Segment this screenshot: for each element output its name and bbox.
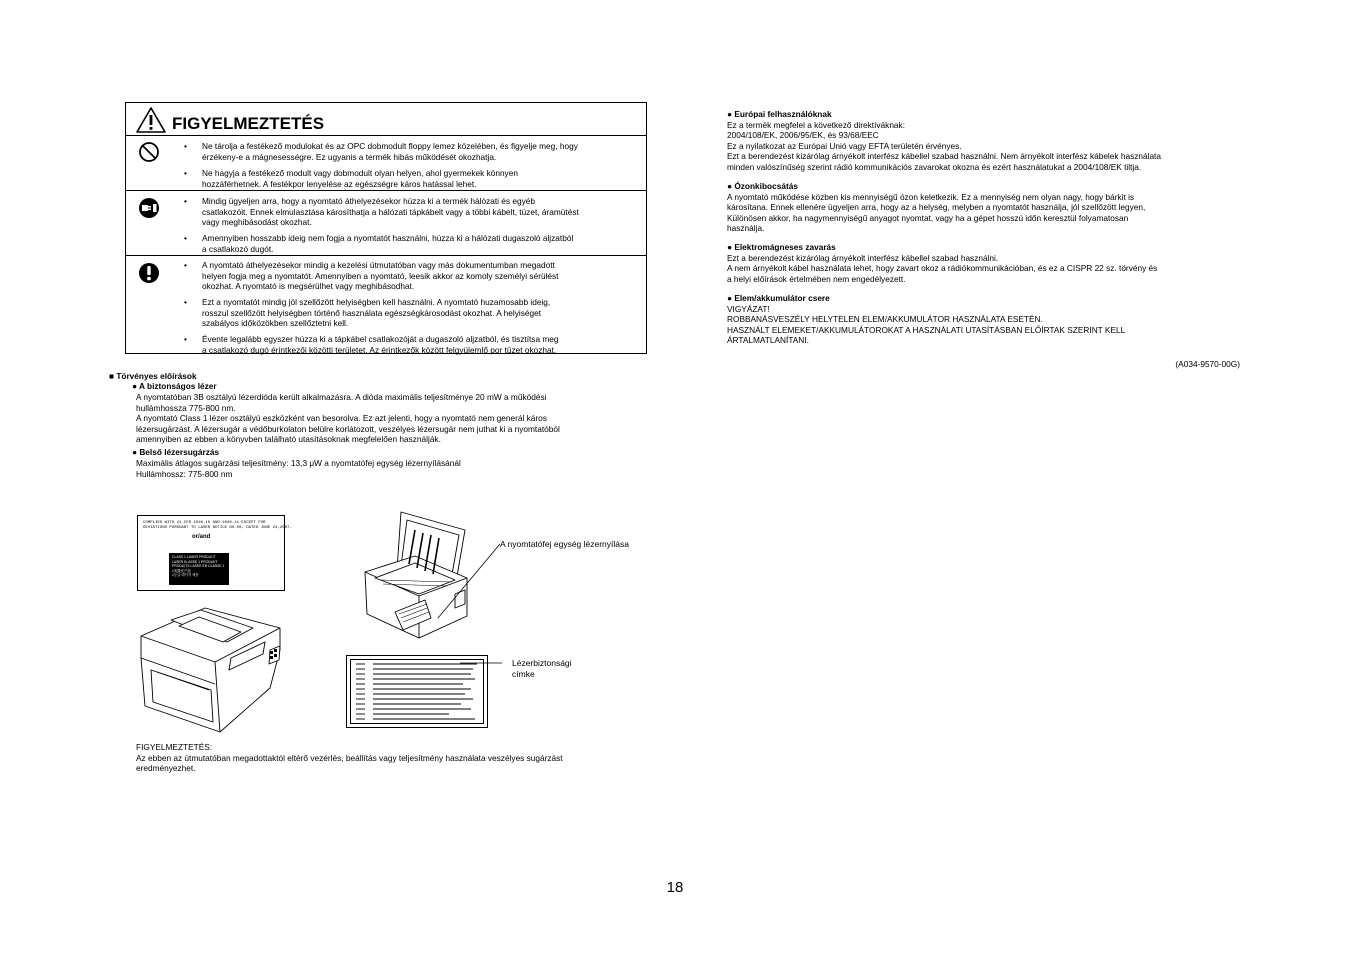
certification-label: COMPLIES WITH 21 CFR 1040.10 AND 1040.11 EXCEPT FOR DEVIATIONS PURSUANT TO LASER NOTICE NO.50, DATED JUNE 24,2007. or/and CLASS 1 LASER PRODUCT LASER KLASSE 1 PRODUKT PRODUITS LASER EN CLASSE 1 1类激光产品 1등급 레이저 제품: [137, 515, 285, 591]
section-battery: ● Elem/akkumulátor csere VIGYÁZAT! ROBBANÁSVESZÉLY HELYTELEN ELEM/AKKUMULÁTOR HASZNÁLATA ESETÉN. HASZNÁLT ELEMEKET/AKKUMULÁTOROKAT A HASZNÁLATI UTASÍTÁSBAN ELŐÍRTAK SZERINT KELL ÁRTALMATLANÍTANI.: [727, 293, 1126, 346]
warning-item: Amennyiben hosszabb ideig nem fogja a nyomtatót használni, húzza ki a hálózati dugaszoló aljzatból a csatlakozó dugót.: [202, 233, 574, 254]
section-european-users: ● Európai felhasználóknak Ez a termék megfelel a következő direktíváknak: 2004/108/EK, 2006/95/EK, és 93/68/EEC Ez a nyilatkozat az Európai Unió vagy EFTA területén érvényes. Ezt a berendezést kizárólag árnyékolt interfész kábellel szabad használni. Nem árnyékolt interfész kábelek használata minden valószínűség szerint rádió kommunikációs zavarokat okozna és ezért használatukat a 2004/108/EK tiltja.: [727, 109, 1161, 172]
warning-item: Ne tárolja a festékező modulokat és az OPC dobmodult floppy lemez közelében, és figyelje meg, hogy érzékeny-e a mágnesességre. Ez ugyanis a termék hibás működését okozhatja.: [202, 141, 578, 162]
callout-lines: [380, 540, 505, 670]
section-ozone: ● Ózonkibocsátás A nyomtató működése közben kis mennyiségű ózon keletkezik. Ez a mennyiség nem olyan nagy, hogy bárkit is károsítana. Ennek ellenére ügyeljen arra, hogy az a helység, melyben a nyomtatót használja, jól szellőzött legyen, Különösen akkor, ha nagymennyiségű anyagot nyomtat, vagy ha a gépet hosszú időn keresztül folyamatosan használja.: [727, 181, 1146, 234]
printhead-laser-aperture-label: A nyomtatófej egység lézernyílása: [500, 539, 629, 549]
warning-triangle-icon: [136, 107, 166, 133]
warning-box: [125, 102, 647, 354]
laser-safety-text: A nyomtatóban 3B osztályú lézerdióda került alkalmazásra. A dióda maximális teljesítménye 20 mW a működési hullámhossza 775-800 nm. A nyomtató Class 1 lézer osztályú eszközként van besorolva. Ez azt jelenti, hogy a nyomtató nem generál káros lézersugárzást. A lézersugár a védőburkolaton belülre korlátozott, veszélyes lézersugár nem juthat ki a nyomtatóból amennyiben az ebben a könyvben található utasításoknak megfelelően használják.: [136, 392, 560, 445]
laser-safety-heading: ● A biztonságos lézer: [132, 381, 217, 391]
internal-laser-text: Maximális átlagos sugárzási teljesítmény: 13,3 μW a nyomtatófej egység lézernyílásánál Hullámhossz: 775-800 nm: [136, 458, 461, 479]
printer-closed-illustration: [135, 598, 285, 738]
unplug-icon: [138, 197, 160, 219]
bottom-warning: FIGYELMEZTETÉS: Az ebben az útmutatóban megadottaktól eltérő vezérlés, beállítás vagy teljesítmény használata veszélyes sugárzást eredményezhet.: [136, 742, 563, 774]
section-emi: ● Elektromágneses zavarás Ezt a berendezést kizárólag árnyékolt interfész kábellel szabad használni. A nem árnyékolt kábel használata lehet, hogy zavart okoz a rádiókommunikációban, és ez a CISPR 22 sz. törvény és a helyi előírások értelmében nem engedélyezett.: [727, 242, 1158, 284]
warning-item: A nyomtató áthelyezésekor mindig a kezelési útmutatóban vagy más dokumentumban megadott helyen fogja meg a nyomtatót. Amennyiben a nyomtató, leesik akkor az komoly személyi sérülést okozhat. A nyomtató is megsérülhet vagy meghibásodhat.: [202, 260, 559, 292]
laser-safety-label-caption: Lézerbiztonsági címke: [512, 658, 572, 679]
warning-group-storage: • Ne tárolja a festékező modulokat és az OPC dobmodult floppy lemez közelében, és figyelje meg, hogy érzékeny-e a mágnesességre. Ez ugyanis a termék hibás működését okozhatja. • Ne hagyja a festékező modult vagy dobmodult olyan helyen, ahol gyermekek könnyen hozzáférhetnek. A festékpor lenyelése az egészségre káros hatással lehet.: [126, 136, 646, 191]
warning-header: [126, 103, 646, 136]
regulations-heading: ■ Törvényes előírások: [109, 371, 197, 381]
warning-item: Mindig ügyeljen arra, hogy a nyomtató áthelyezésekor húzza ki a termék hálózati és egyéb csatlakozóit. Ennek elmulasztása károsíthatja a hálózati tápkábelt vagy a többi kábelt, tüzet, áramütést vagy meghibásodást okozhat.: [202, 196, 579, 228]
warning-item: Évente legalább egyszer húzza ki a tápkábel csatlakozóját a dugaszoló aljzatból, és tisztítsa meg a csatlakozó dugó érintkezői közötti területet. Az érintkezők között felgyülemlő por tüzet okozhat.: [202, 334, 559, 355]
document-code: (A034-9570-00G): [1175, 359, 1240, 369]
class1-laser-label: CLASS 1 LASER PRODUCT LASER KLASSE 1 PRODUKT PRODUITS LASER EN CLASSE 1 1类激光产品 1등급 레이저 제품: [169, 553, 229, 585]
mandatory-action-icon: [138, 262, 160, 284]
prohibition-icon: [138, 141, 160, 163]
bottom-warning-title: FIGYELMEZTETÉS:: [136, 742, 213, 752]
warning-group-handling: • A nyomtató áthelyezésekor mindig a kezelési útmutatóban vagy más dokumentumban megadott helyen fogja meg a nyomtatót. Amennyiben a nyomtató, leesik akkor az komoly személyi sérülést okozhat. A nyomtató is megsérülhet vagy meghibásodhat. • Ezt a nyomtatót mindig jól szellőzött helyiségben kell használni. A nyomtató huzamosabb ideig, rosszul szellőzött helyiségben történő használata egészségkárosodást okozhat. A helyiséget szabályos időközökben szellőztetni kell. • Évente legalább egyszer húzza ki a tápkábel csatlakozóját a dugaszoló aljzatból, és tisztítsa meg a csatlakozó dugó érintkezői közötti területet. Az érintkezők között felgyülemlő por tüzet okozhat.: [126, 256, 646, 354]
page-number: 18: [666, 879, 684, 896]
warning-item: Ezt a nyomtatót mindig jól szellőzött helyiségben kell használni. A nyomtató huzamosabb ideig, rosszul szellőzött helyiségben történő használata egészségkárosodást okozhat. A helyiséget szabályos időközökben szellőztetni kell.: [202, 297, 551, 329]
internal-laser-heading: ● Belső lézersugárzás: [132, 447, 220, 457]
warning-title: FIGYELMEZTETÉS: [172, 114, 325, 133]
warning-item: Ne hagyja a festékező modult vagy dobmodult olyan helyen, ahol gyermekek könnyen hozzáférhetnek. A festékpor lenyelése az egészségre káros hatással lehet.: [202, 168, 518, 189]
warning-group-unplug: • Mindig ügyeljen arra, hogy a nyomtató áthelyezésekor húzza ki a termék hálózati és egyéb csatlakozóit. Ennek elmulasztása károsíthatja a hálózati tápkábelt vagy a többi kábelt, tüzet, áramütést vagy meghibásodást okozhat. • Amennyiben hosszabb ideig nem fogja a nyomtatót használni, húzza ki a hálózati dugaszoló aljzatból a csatlakozó dugót.: [126, 191, 646, 256]
laser-safety-label: [346, 655, 488, 728]
